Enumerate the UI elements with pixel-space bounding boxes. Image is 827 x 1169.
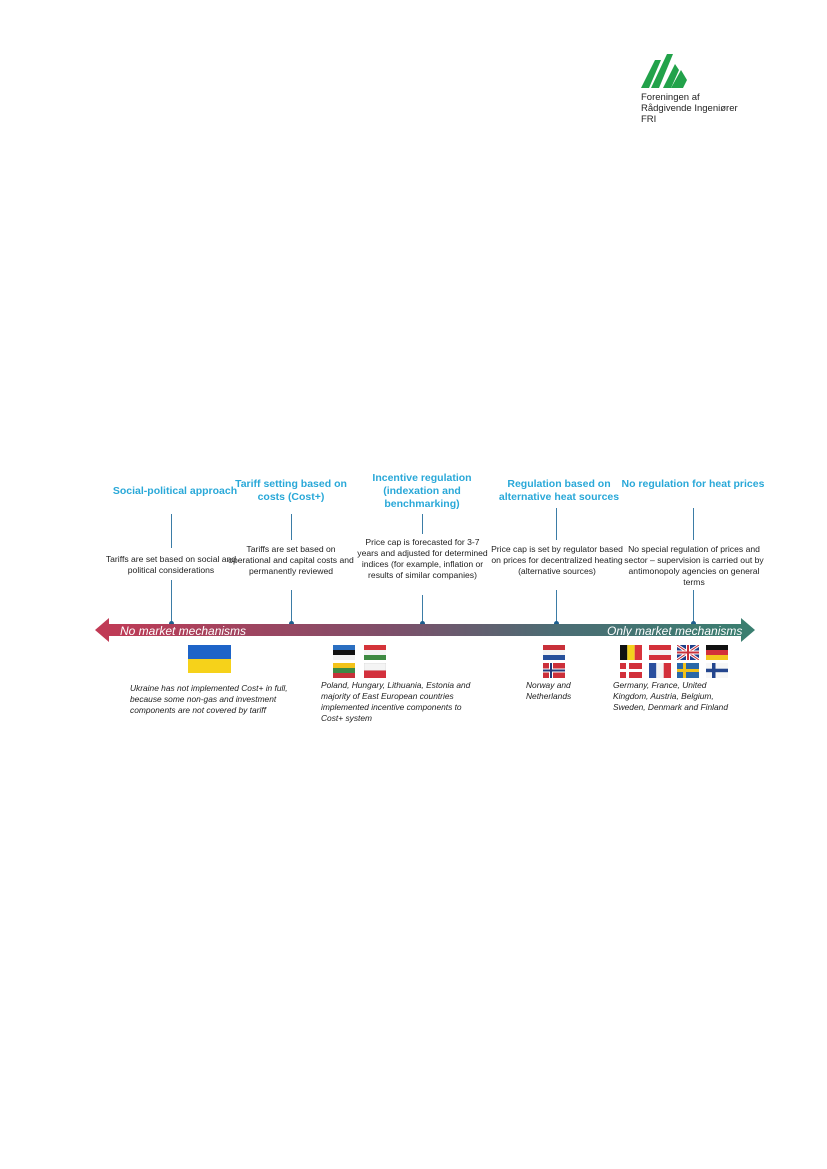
fri-logo (641, 52, 761, 125)
lithuania-flag (333, 663, 355, 678)
connector-line-1 (171, 514, 172, 548)
column-desc-alternative-sources: Price cap is set by regulator based on prices for decentralized heating (alternative sources) (491, 544, 623, 576)
logo-line-1: Foreningen af (641, 92, 700, 103)
column-title-cost-plus: Tariff setting based on costs (Cost+) (235, 478, 347, 503)
uk-flag (677, 645, 699, 660)
note-west-europe: Germany, France, United Kingdom, Austria, Belgium, Sweden, Denmark and Finland (613, 680, 728, 712)
fri-logo-icon (641, 52, 693, 88)
hungary-flag (364, 645, 386, 660)
germany-flag (706, 645, 728, 660)
logo-text (641, 92, 761, 125)
austria-flag (649, 645, 671, 660)
logo-line-2: Rådgivende Ingeniører (641, 103, 738, 114)
belgium-flag (620, 645, 642, 660)
connector-line-1b (171, 580, 172, 622)
note-norway-netherlands: Norway and Netherlands (526, 680, 572, 701)
note-ukraine: Ukraine has not implemented Cost+ in full, because some non-gas and investment components are not covered by tariff (130, 683, 288, 715)
norway-flag (543, 663, 565, 678)
connector-line-2 (291, 514, 292, 540)
connector-line-3 (422, 514, 423, 534)
column-title-incentive: Incentive regulation (indexation and benchmarking) (372, 472, 472, 510)
column-title-alternative-sources: Regulation based on alternative heat sources (498, 478, 620, 503)
column-title-social-political: Social-political approach (112, 485, 238, 497)
column-desc-cost-plus: Tariffs are set based on operational and capital costs and permanently reviewed (228, 544, 354, 576)
logo-line-3: FRI (641, 114, 657, 125)
denmark-flag (620, 663, 642, 678)
column-title-no-regulation: No regulation for heat prices (621, 478, 765, 490)
ukraine-flag (188, 645, 231, 673)
connector-line-4 (556, 508, 557, 540)
arrow-right-label: Only market mechanisms (607, 624, 743, 638)
poland-flag (364, 663, 386, 678)
finland-flag (706, 663, 728, 678)
netherlands-flag (543, 645, 565, 660)
france-flag (649, 663, 671, 678)
arrow-left-label: No market mechanisms (120, 624, 247, 638)
note-east-europe: Poland, Hungary, Lithuania, Estonia and majority of East European countries implemented incentive components to Cost+ system (321, 680, 471, 723)
column-desc-incentive: Price cap is forecasted for 3-7 years and adjusted for determined indices (for example, inflation or results of similar companies) (357, 537, 488, 580)
connector-line-5 (693, 508, 694, 540)
estonia-flag (333, 645, 355, 660)
sweden-flag (677, 663, 699, 678)
column-desc-no-regulation: No special regulation of prices and sector – supervision is carried out by antimonopoly agencies on general terms (624, 544, 764, 587)
column-desc-social-political: Tariffs are set based on social and political considerations (105, 554, 237, 575)
